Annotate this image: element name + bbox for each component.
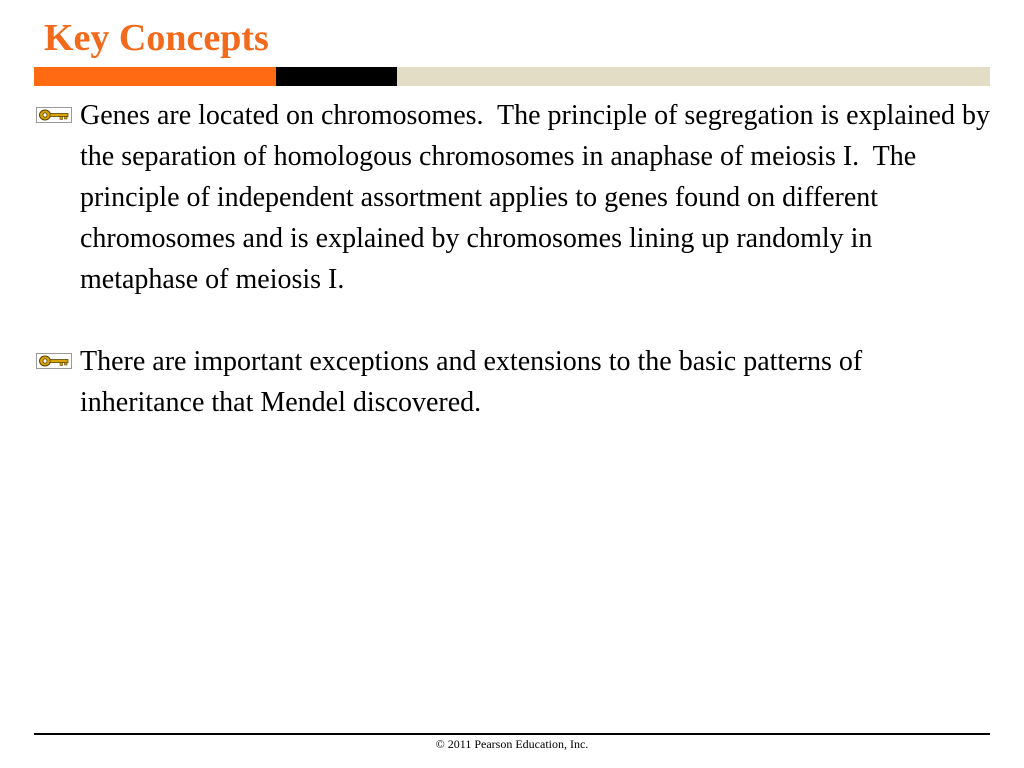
key-icon xyxy=(36,353,72,369)
title-bar-beige-segment xyxy=(397,67,990,86)
footer-copyright: © 2011 Pearson Education, Inc. xyxy=(435,737,589,751)
key-icon xyxy=(36,107,72,123)
title-underline-bar xyxy=(34,67,990,86)
bullet-text: There are important exceptions and extensions to the basic patterns of inheritance that Mendel discovered. xyxy=(80,346,870,418)
bullet-item xyxy=(34,95,997,300)
footer-divider xyxy=(34,733,990,735)
bullet-item xyxy=(34,341,994,423)
bullet-list xyxy=(34,95,997,423)
title-bar-orange-segment xyxy=(34,67,276,86)
title-bar-black-segment xyxy=(276,67,397,86)
slide-title: Key Concepts xyxy=(44,17,269,59)
bullet-text: Genes are located on chromosomes. The principle of segregation is explained by the separation of homologous chromosomes in anaphase of meiosis I. The principle of independent assortment applies to genes found on different chromosomes and is explained by chromosomes lining up randomly in metaphase of meiosis I. xyxy=(80,100,997,295)
